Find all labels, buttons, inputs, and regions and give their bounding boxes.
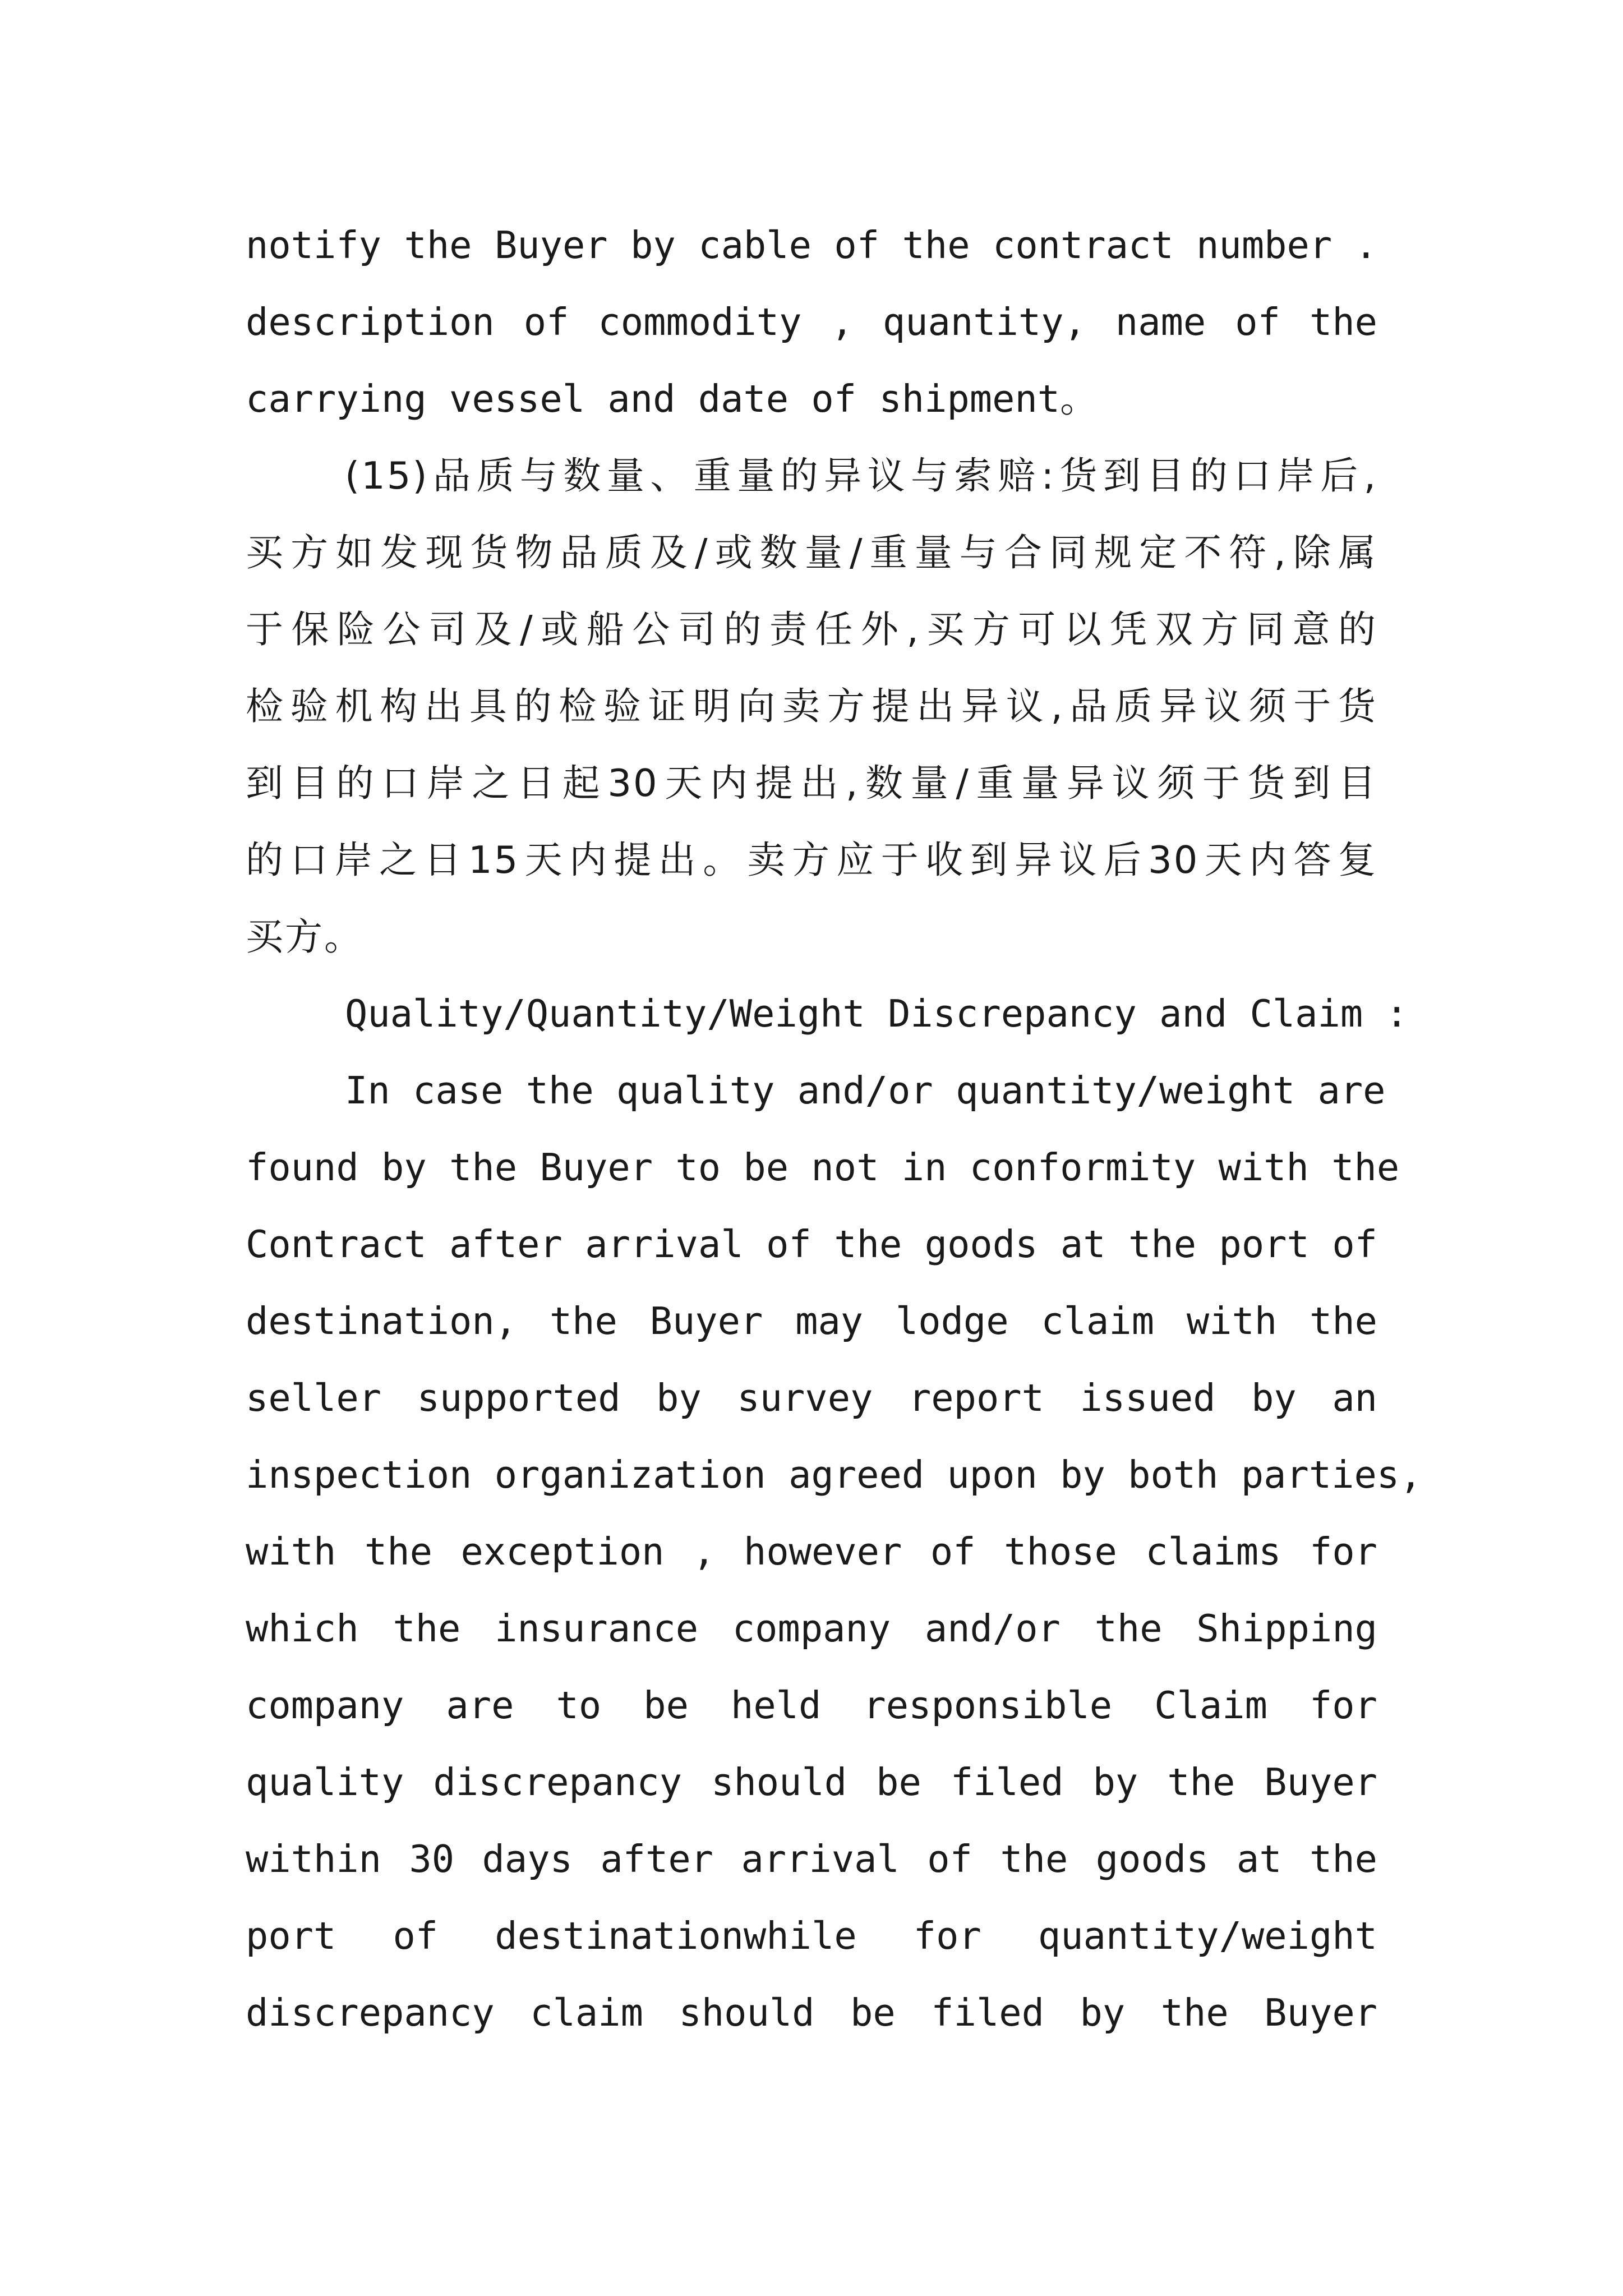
text-line: destination, the Buyer may lodge claim with the bbox=[246, 1299, 1377, 1343]
text-line: company are to be held responsible Claim for bbox=[246, 1683, 1377, 1727]
text-line: In case the quality and/or quantity/weight are bbox=[345, 1069, 1386, 1112]
text-line: with the exception , however of those claims for bbox=[246, 1530, 1377, 1573]
text-line: discrepancy claim should be filed by the Buyer bbox=[246, 1991, 1377, 2035]
text-line: inspection organization agreed upon by both parties, bbox=[246, 1453, 1422, 1497]
text-line: quality discrepancy should be filed by the Buyer bbox=[246, 1760, 1377, 1804]
section-heading: Quality/Quantity/Weight Discrepancy and Claim : bbox=[345, 992, 1408, 1036]
text-line: carrying vessel and date of shipment。 bbox=[246, 377, 1098, 421]
text-line: 买方。 bbox=[246, 915, 363, 959]
text-line: port of destinationwhile for quantity/weight bbox=[246, 1914, 1377, 1958]
text-line: (15)品质与数量、重量的异议与索赔:货到目的口岸后, bbox=[345, 454, 1377, 498]
text-line: seller supported by survey report issued by an bbox=[246, 1376, 1377, 1420]
text-line: 于保险公司及/或船公司的责任外,买方可以凭双方同意的 bbox=[246, 608, 1377, 651]
text-line: within 30 days after arrival of the goods at the bbox=[246, 1837, 1377, 1881]
text-line: description of commodity , quantity, name of the bbox=[246, 300, 1377, 344]
text-line: which the insurance company and/or the Shipping bbox=[246, 1607, 1377, 1650]
text-line: 买方如发现货物品质及/或数量/重量与合同规定不符,除属 bbox=[246, 531, 1377, 574]
text-line: 检验机构出具的检验证明向卖方提出异议,品质异议须于货 bbox=[246, 684, 1377, 728]
text-line: Contract after arrival of the goods at the port of bbox=[246, 1222, 1377, 1266]
text-line: 的口岸之日15天内提出。卖方应于收到异议后30天内答复 bbox=[246, 838, 1377, 882]
text-line: 到目的口岸之日起30天内提出,数量/重量异议须于货到目 bbox=[246, 761, 1377, 805]
text-line: notify the Buyer by cable of the contract number . bbox=[246, 223, 1377, 267]
text-line: found by the Buyer to be not in conformity with the bbox=[246, 1145, 1400, 1189]
